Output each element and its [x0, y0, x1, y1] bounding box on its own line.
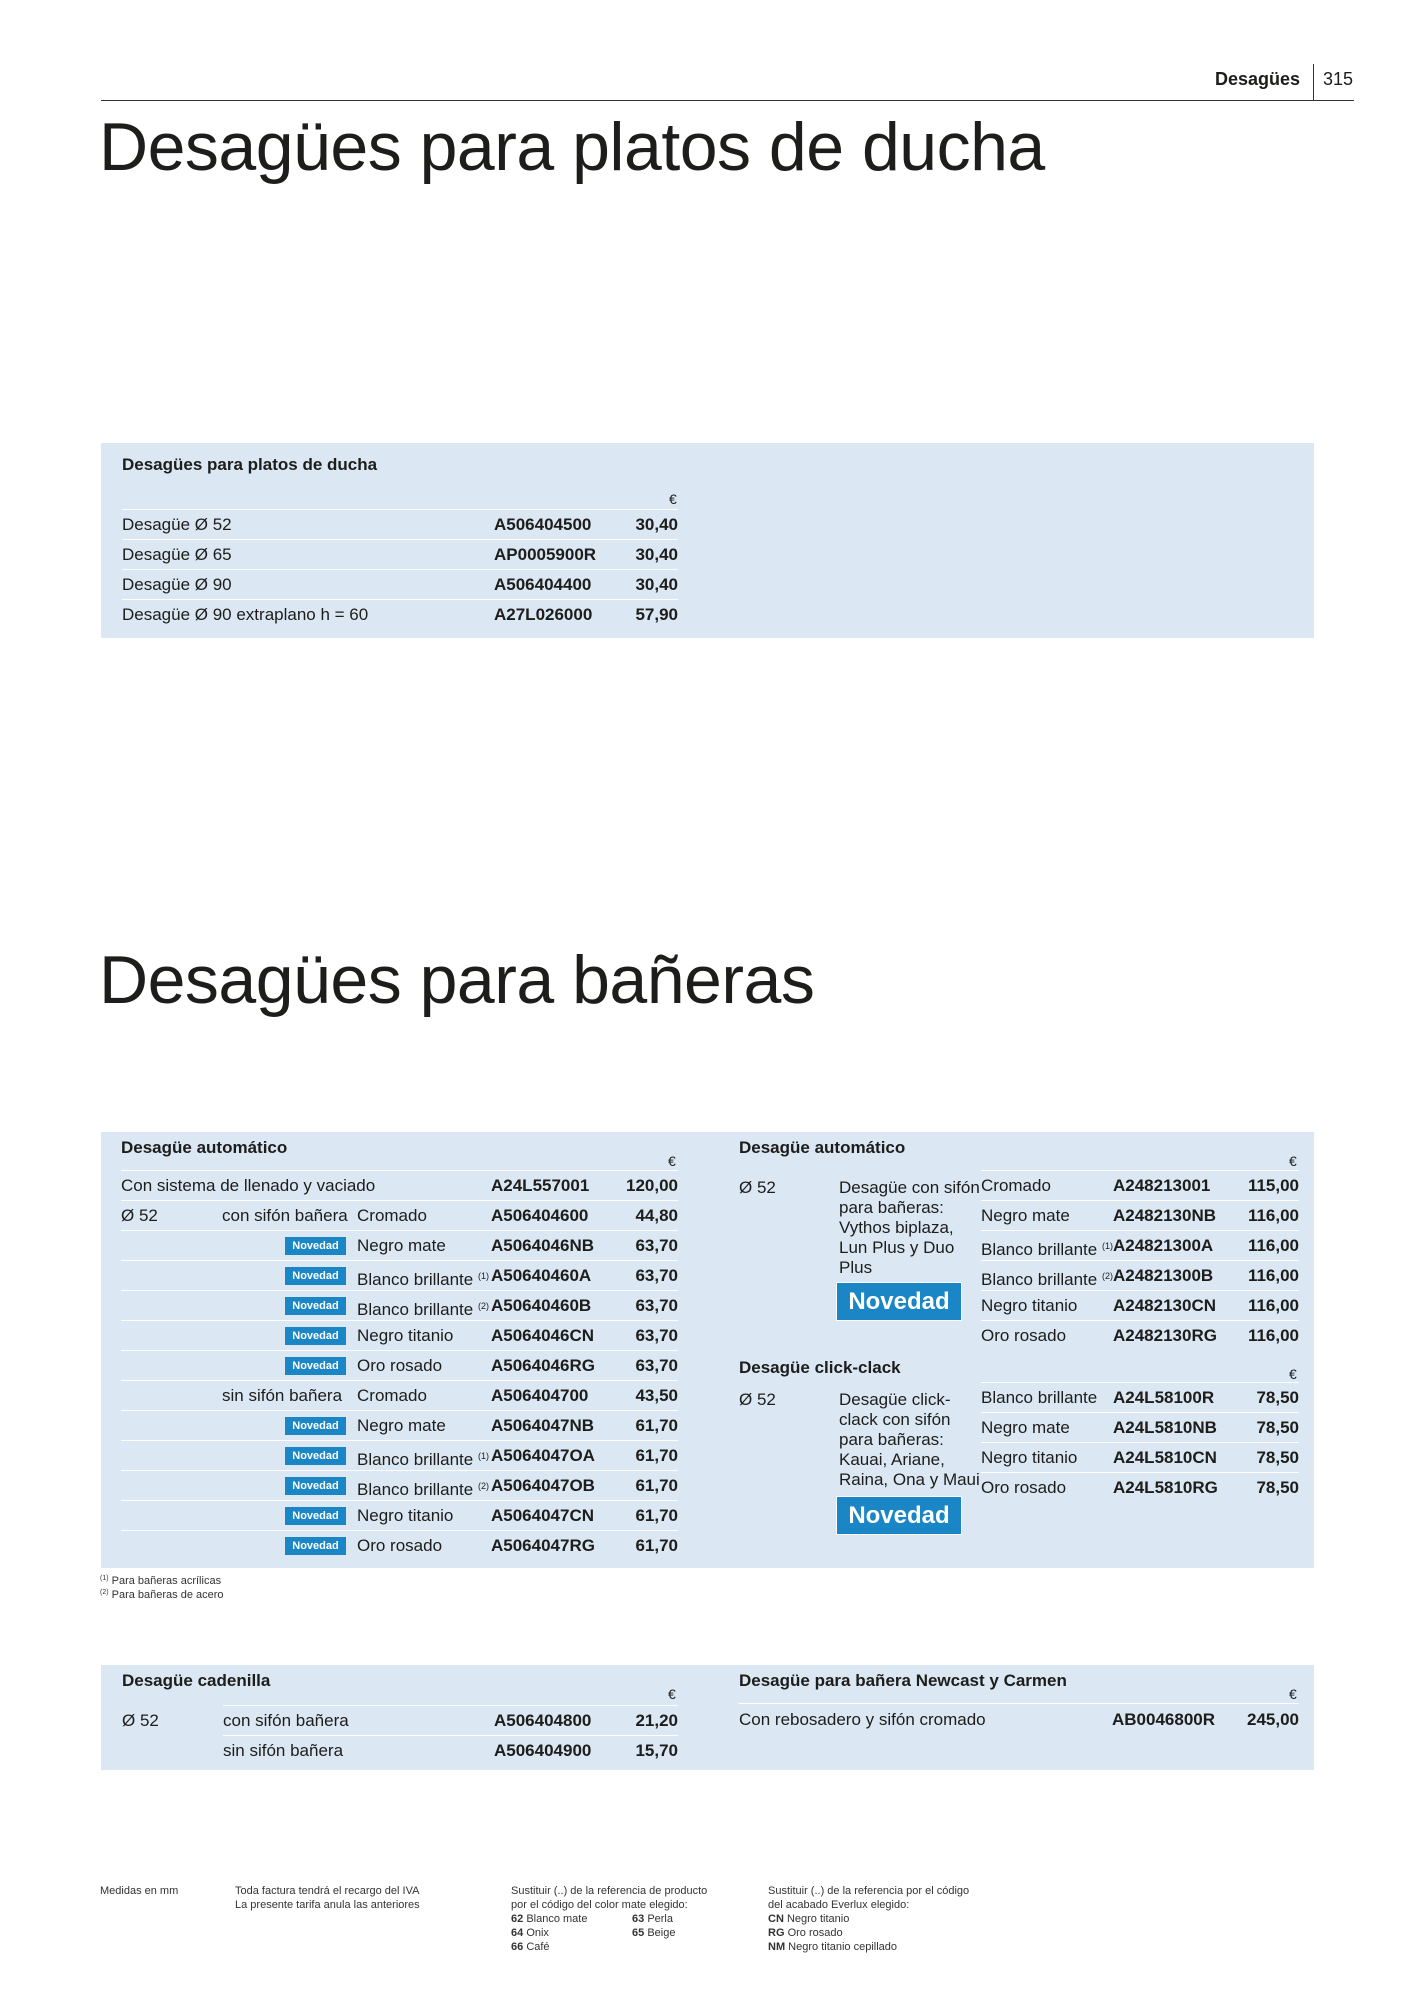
auto-left-diameter: Ø 52 [121, 1206, 158, 1225]
auto-left-finish: Oro rosado [357, 1356, 443, 1375]
auto-left-price: 63,70 [635, 1266, 678, 1285]
ducha-desc: Desagüe Ø 90 [122, 575, 232, 594]
novedad-badge: Novedad [285, 1297, 346, 1315]
ducha-code: A506404400 [494, 575, 592, 594]
table-row [121, 1410, 678, 1440]
auto-right-code: A2482130CN [1113, 1296, 1217, 1315]
ducha-desc: Desagüe Ø 90 extraplano h = 60 [122, 605, 369, 624]
auto-left-group: sin sifón bañera [222, 1386, 343, 1405]
novedad-badge: Novedad [285, 1267, 346, 1285]
auto-left-finish: Blanco brillante $^{(2)}$ [357, 1300, 489, 1319]
auto-right-title: Desagüe automático [739, 1138, 906, 1157]
table-row [121, 1170, 678, 1200]
auto-right-finish: Blanco brillante $^{(1)}$ [981, 1240, 1113, 1259]
cadenilla-title: Desagüe cadenilla [122, 1671, 271, 1690]
ducha-desc: Desagüe Ø 65 [122, 545, 232, 564]
auto-right-finish: Negro mate [981, 1206, 1070, 1225]
table-row [121, 1320, 678, 1350]
table-row [981, 1412, 1299, 1442]
click-finish: Negro titanio [981, 1448, 1078, 1467]
title-duchas: Desagües para platos de ducha [99, 109, 1045, 185]
auto-left-code: A5064046RG [491, 1356, 595, 1375]
click-code: A24L5810CN [1113, 1448, 1217, 1467]
auto-first-desc: Con sistema de llenado y vaciado [121, 1176, 376, 1195]
table-row [121, 1350, 678, 1380]
click-price: 78,50 [1256, 1478, 1299, 1497]
table-row [121, 1470, 678, 1500]
novedad-badge: Novedad [285, 1327, 346, 1345]
auto-left-title: Desagüe automático [121, 1138, 288, 1157]
page-number: 315 [1323, 69, 1354, 89]
auto-left-finish: Negro titanio [357, 1326, 454, 1345]
everlux-code: NM Negro titanio cepillado [768, 1941, 898, 1953]
footer-iva-2: La presente tarifa anula las anteriores [235, 1899, 420, 1911]
newcast-desc: Con rebosadero y sifón cromado [739, 1710, 986, 1729]
table-row [981, 1320, 1299, 1350]
panel-ducha [101, 443, 1314, 638]
table-row [739, 1703, 1299, 1733]
newcast-code: AB0046800R [1112, 1710, 1216, 1729]
novedad-badge: Novedad [285, 1537, 346, 1555]
auto-left-finish: Cromado [357, 1206, 427, 1225]
auto-left-code: A50640460B [491, 1296, 592, 1315]
table-row [223, 1705, 678, 1735]
header-rule [101, 100, 1354, 101]
auto-left-finish: Negro mate [357, 1416, 446, 1435]
table-row [223, 1735, 678, 1765]
ducha-price: 30,40 [635, 515, 678, 534]
footer-everlux-2: del acabado Everlux elegido: [768, 1899, 910, 1911]
footer-iva-1: Toda factura tendrá el recargo del IVA [235, 1885, 420, 1897]
euro-label: € [1289, 1686, 1297, 1702]
euro-label: € [1289, 1366, 1297, 1382]
auto-left-code: A5064046CN [491, 1326, 595, 1345]
auto-left-code: A5064047NB [491, 1416, 595, 1435]
auto-left-finish: Blanco brillante $^{(1)}$ [357, 1450, 489, 1469]
table-row [121, 1290, 678, 1320]
auto-left-price: 61,70 [635, 1536, 678, 1555]
auto-left-price: 61,70 [635, 1416, 678, 1435]
ducha-code: A27L026000 [494, 605, 593, 624]
auto-right-code: A24821300B [1113, 1266, 1214, 1285]
header-separator [1313, 64, 1314, 100]
title-baneras: Desagües para bañeras [99, 942, 815, 1018]
ducha-desc: Desagüe Ø 52 [122, 515, 232, 534]
ducha-code: AP0005900R [494, 545, 597, 564]
auto-right-price: 116,00 [1247, 1236, 1299, 1255]
auto-right-desc: Desagüe con sifón para bañeras: Vythos biplaza, Lun Plus y Duo Plus [839, 1178, 980, 1277]
auto-right-code: A24821300A [1113, 1236, 1214, 1255]
panel-cadenilla [101, 1665, 1314, 1770]
novedad-badge: Novedad [285, 1417, 346, 1435]
auto-left-price: 63,70 [635, 1356, 678, 1375]
table-row [981, 1442, 1299, 1472]
euro-label: € [668, 1686, 676, 1702]
footer-everlux-1: Sustituir (..) de la referencia por el código [768, 1885, 970, 1897]
mate-code: 64 Onix [511, 1927, 549, 1939]
table-row [981, 1382, 1299, 1412]
auto-left-finish: Blanco brillante $^{(2)}$ [357, 1480, 489, 1499]
ducha-price: 30,40 [635, 575, 678, 594]
auto-left-price: 63,70 [635, 1326, 678, 1345]
auto-left-price: 61,70 [635, 1476, 678, 1495]
mate-code: 62 Blanco mate [511, 1913, 588, 1925]
auto-right-code: A2482130RG [1113, 1326, 1217, 1345]
table-row [122, 509, 678, 539]
auto-left-code: A506404700 [491, 1386, 589, 1405]
table-row [981, 1472, 1299, 1502]
auto-left-finish: Negro mate [357, 1236, 446, 1255]
auto-left-price: 43,50 [635, 1386, 678, 1405]
auto-right-price: 116,00 [1247, 1266, 1299, 1285]
cadenilla-desc: con sifón bañera [223, 1711, 349, 1730]
footnote-1: $^{(1)}$ Para bañeras acrílicas [100, 1575, 222, 1587]
click-price: 78,50 [1256, 1448, 1299, 1467]
footer-mate-2: por el código del color mate elegido: [511, 1899, 688, 1911]
auto-right-finish: Cromado [981, 1176, 1051, 1195]
click-code: A24L5810NB [1113, 1418, 1217, 1437]
auto-right-finish: Oro rosado [981, 1326, 1067, 1345]
auto-left-code: A5064047CN [491, 1506, 595, 1525]
auto-first-code: A24L557001 [491, 1176, 590, 1195]
novedad-badge: Novedad [836, 1496, 962, 1535]
click-price: 78,50 [1256, 1418, 1299, 1437]
mate-code: 63 Perla [632, 1913, 673, 1925]
novedad-badge: Novedad [285, 1477, 346, 1495]
cadenilla-price: 15,70 [635, 1741, 678, 1760]
footer-mate-1: Sustituir (..) de la referencia de producto [511, 1885, 708, 1897]
cadenilla-diameter: Ø 52 [122, 1711, 159, 1730]
euro-label: € [1289, 1153, 1297, 1169]
newcast-price: 245,00 [1247, 1710, 1299, 1729]
everlux-code: RG Oro rosado [768, 1927, 843, 1939]
click-code: A24L5810RG [1113, 1478, 1218, 1497]
table-row [121, 1440, 678, 1470]
auto-left-code: A50640460A [491, 1266, 592, 1285]
table-row [122, 599, 678, 629]
auto-left-code: A5064047RG [491, 1536, 595, 1555]
novedad-badge: Novedad [285, 1357, 346, 1375]
auto-right-finish: Negro titanio [981, 1296, 1078, 1315]
click-finish: Blanco brillante [981, 1388, 1098, 1407]
mate-code: 65 Beige [632, 1927, 676, 1939]
mate-code: 66 Café [511, 1941, 550, 1953]
click-title: Desagüe click-clack [739, 1358, 901, 1377]
ducha-price: 57,90 [635, 605, 678, 624]
novedad-badge: Novedad [285, 1237, 346, 1255]
table-row [981, 1290, 1299, 1320]
auto-left-code: A506404600 [491, 1206, 589, 1225]
table-row [981, 1260, 1299, 1290]
novedad-badge: Novedad [285, 1447, 346, 1465]
auto-left-code: A5064047OA [491, 1446, 595, 1465]
cadenilla-code: A506404900 [494, 1741, 592, 1760]
auto-left-finish: Blanco brillante $^{(1)}$ [357, 1270, 489, 1289]
table-row [121, 1230, 678, 1260]
auto-right-code: A2482130NB [1113, 1206, 1217, 1225]
cadenilla-code: A506404800 [494, 1711, 592, 1730]
table-row [121, 1500, 678, 1530]
click-finish: Oro rosado [981, 1478, 1067, 1497]
newcast-title: Desagüe para bañera Newcast y Carmen [739, 1671, 1067, 1690]
auto-right-price: 116,00 [1247, 1206, 1299, 1225]
auto-right-price: 116,00 [1247, 1326, 1299, 1345]
euro-label: € [668, 1153, 676, 1169]
auto-left-price: 63,70 [635, 1296, 678, 1315]
header-section: Desagües [1214, 69, 1300, 89]
auto-left-price: 63,70 [635, 1236, 678, 1255]
table-row [121, 1260, 678, 1290]
auto-right-diameter: Ø 52 [739, 1178, 776, 1197]
auto-right-price: 116,00 [1247, 1296, 1299, 1315]
auto-left-price: 61,70 [635, 1506, 678, 1525]
cadenilla-price: 21,20 [635, 1711, 678, 1730]
ducha-code: A506404500 [494, 515, 592, 534]
auto-left-price: 44,80 [635, 1206, 678, 1225]
click-diameter: Ø 52 [739, 1390, 776, 1409]
panel-automatico [101, 1132, 1314, 1568]
table-row [981, 1230, 1299, 1260]
auto-right-finish: Blanco brillante $^{(2)}$ [981, 1270, 1113, 1289]
panel-ducha-title: Desagües para platos de ducha [122, 455, 378, 474]
novedad-badge: Novedad [285, 1507, 346, 1525]
click-finish: Negro mate [981, 1418, 1070, 1437]
table-row [981, 1170, 1299, 1200]
novedad-badge: Novedad [836, 1282, 962, 1321]
footer-medidas: Medidas en mm [100, 1885, 179, 1897]
auto-right-code: A248213001 [1113, 1176, 1211, 1195]
table-row [121, 1200, 678, 1230]
table-row [122, 539, 678, 569]
click-desc: Desagüe click-clack con sifón para bañeras: Kauai, Ariane, Raina, Ona y Maui [839, 1390, 980, 1489]
table-row [122, 569, 678, 599]
ducha-price: 30,40 [635, 545, 678, 564]
auto-right-price: 115,00 [1247, 1176, 1299, 1195]
auto-left-finish: Cromado [357, 1386, 427, 1405]
table-row [121, 1380, 678, 1410]
auto-left-finish: Negro titanio [357, 1506, 454, 1525]
auto-left-group: con sifón bañera [222, 1206, 348, 1225]
click-price: 78,50 [1256, 1388, 1299, 1407]
auto-left-finish: Oro rosado [357, 1536, 443, 1555]
euro-label: € [669, 491, 677, 507]
table-row [981, 1200, 1299, 1230]
table-row [121, 1530, 678, 1560]
cadenilla-desc: sin sifón bañera [223, 1741, 344, 1760]
auto-left-code: A5064047OB [491, 1476, 595, 1495]
everlux-code: CN Negro titanio [768, 1913, 850, 1925]
auto-left-price: 61,70 [635, 1446, 678, 1465]
footnote-2: $^{(2)}$ Para bañeras de acero [100, 1589, 224, 1601]
auto-first-price: 120,00 [626, 1176, 678, 1195]
auto-left-code: A5064046NB [491, 1236, 595, 1255]
click-code: A24L58100R [1113, 1388, 1215, 1407]
